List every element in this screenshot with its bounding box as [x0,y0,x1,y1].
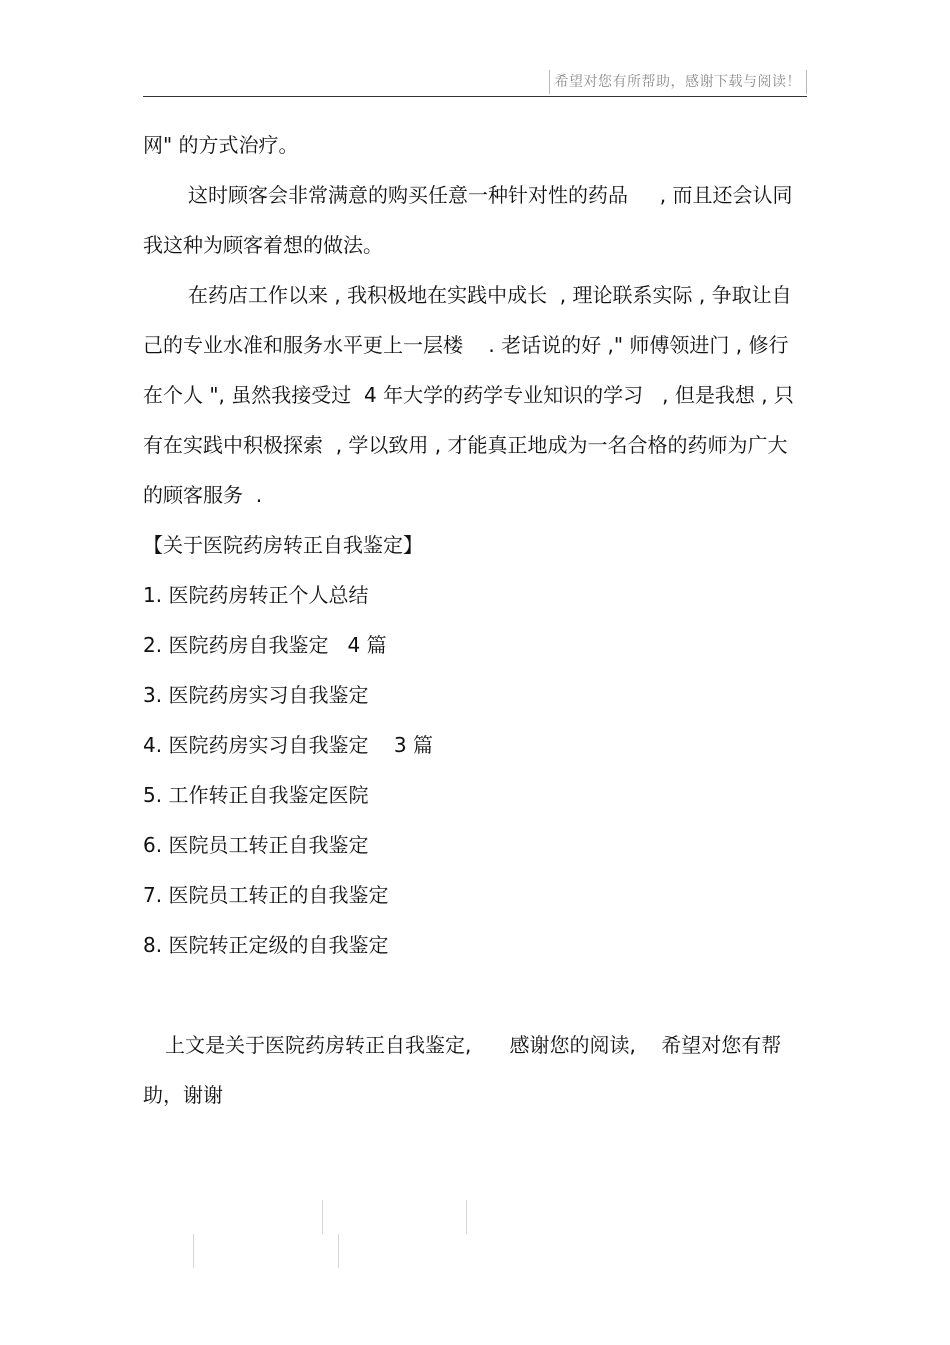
related-item-2[interactable]: 2. 医院药房自我鉴定 4 篇 [143,633,387,657]
document-body [143,120,807,1120]
paragraph-work-experience: 在药店工作以来 , 我积极地在实践中成长 , 理论联系实际 , 争取让自己的专业水准和服务水平更上一层楼 . 老话说的好 ," 师傅领进门 , 修行在个人 ", 虽然我接受过 4 年大学的药学专业知识的学习 , 但是我想 , 只有在实践中积极探索 , 学以致用 , 才能真正地成为一名合格的药师为广大的顾客服务 . [143,283,794,507]
related-heading: 【关于医院药房转正自我鉴定】 [143,533,423,557]
header-divider [143,96,807,97]
related-item-5[interactable]: 5. 工作转正自我鉴定医院 [143,783,369,807]
header-note: 希望对您有所帮助，感谢下载与阅读！ [549,70,808,94]
paragraph-fragment: 网" 的方式治疗。 [143,133,299,157]
scan-artifact-line [322,1200,323,1234]
closing-paragraph: 上文是关于医院药房转正自我鉴定, 感谢您的阅读, 希望对您有帮助，谢谢 [143,1033,782,1107]
paragraph-customer-satisfaction: 这时顾客会非常满意的购买任意一种针对性的药品 , 而且还会认同我这种为顾客着想的做法。 [143,183,793,257]
related-list [143,570,807,970]
scan-artifact-line [193,1234,194,1268]
related-item-6[interactable]: 6. 医院员工转正自我鉴定 [143,833,369,857]
related-item-4[interactable]: 4. 医院药房实习自我鉴定 3 篇 [143,733,433,757]
related-item-7[interactable]: 7. 医院员工转正的自我鉴定 [143,883,389,907]
related-item-3[interactable]: 3. 医院药房实习自我鉴定 [143,683,369,707]
related-item-8[interactable]: 8. 医院转正定级的自我鉴定 [143,933,389,957]
blank-line [143,970,807,1020]
related-item-1[interactable]: 1. 医院药房转正个人总结 [143,583,369,607]
scan-artifact-line [338,1234,339,1268]
scan-artifact-line [466,1200,467,1234]
